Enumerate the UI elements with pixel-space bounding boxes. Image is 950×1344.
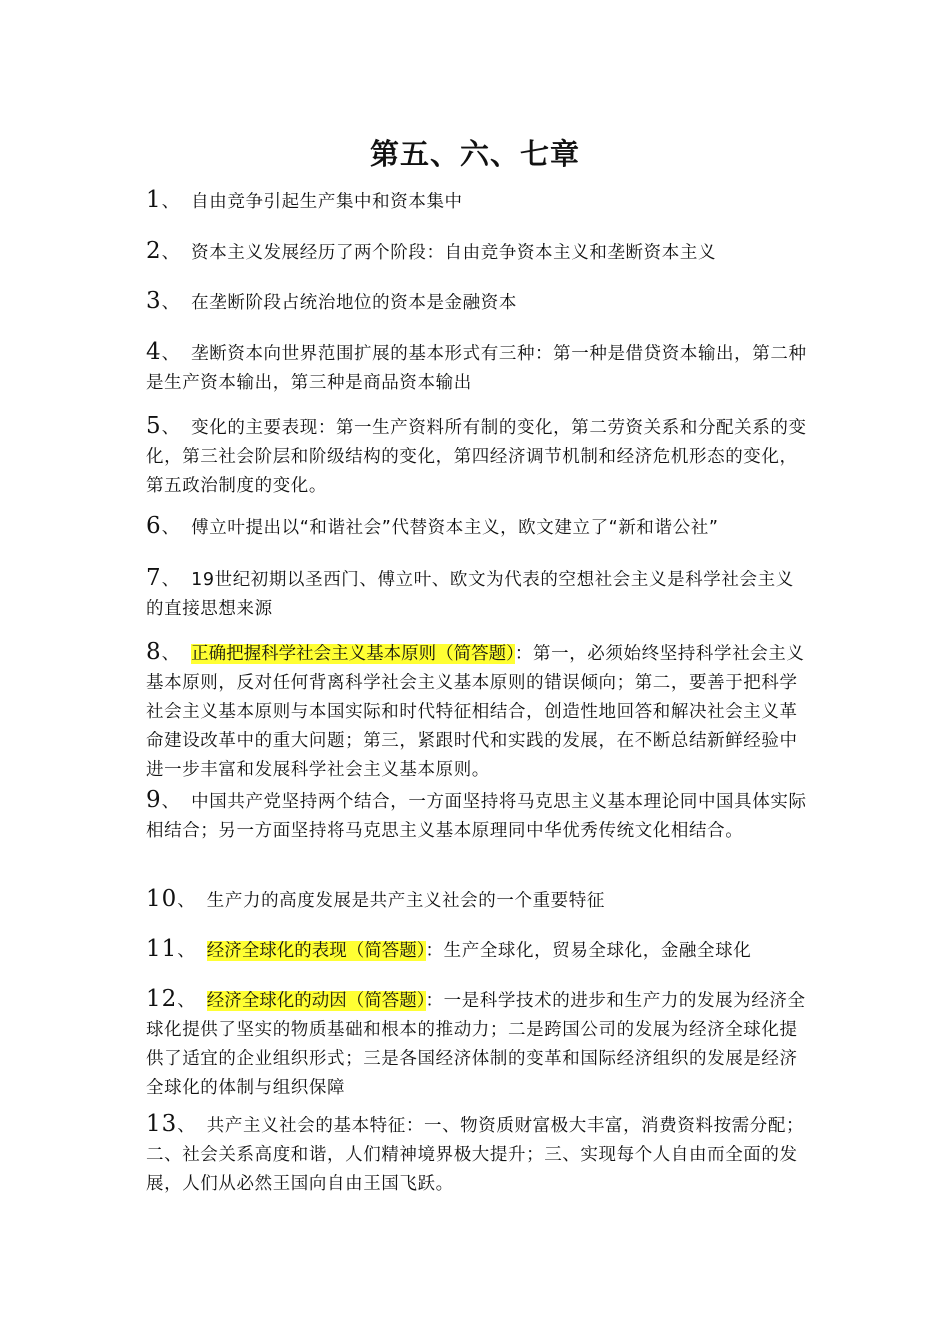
item-text: 自由竞争引起生产集中和资本集中 <box>191 192 463 212</box>
list-item <box>146 786 810 846</box>
item-number: 8 <box>146 639 162 665</box>
list-item <box>146 564 810 624</box>
item-text: 共产主义社会的基本特征：一、物资质财富极大丰富，消费资料按需分配；二、社会关系高度和谐，人们精神境界极大提升；三、实现每个人自由而全面的发展，人们从必然王国向自由王国飞跃。 <box>146 1116 805 1194</box>
item-text: 中国共产党坚持两个结合，一方面坚持将马克思主义基本理论同中国具体实际相结合；另一方面坚持将马克思主义基本原理同中华优秀传统文化相结合。 <box>146 792 807 841</box>
item-highlight: 经济全球化的动因（简答题） <box>206 991 426 1011</box>
item-number: 9 <box>146 787 162 813</box>
item-separator: 、 <box>177 1116 195 1136</box>
item-separator: 、 <box>161 192 180 212</box>
item-text: 傅立叶提出以“和谐社会”代替资本主义，欧文建立了“新和谐公社” <box>191 518 719 538</box>
item-number: 1 <box>146 187 162 213</box>
item-separator: 、 <box>177 991 195 1011</box>
item-text: 垄断资本向世界范围扩展的基本形式有三种：第一种是借贷资本输出，第二种是生产资本输出，第三种是商品资本输出 <box>146 344 807 393</box>
item-number: 7 <box>146 565 162 591</box>
list-item <box>146 1110 810 1199</box>
item-text: 在垄断阶段占统治地位的资本是金融资本 <box>191 293 517 313</box>
item-separator: 、 <box>177 891 195 911</box>
list-item <box>146 237 810 268</box>
item-number: 10 <box>146 886 178 912</box>
item-number: 3 <box>146 288 162 314</box>
list-item <box>146 512 810 543</box>
item-separator: 、 <box>161 570 180 590</box>
item-text: 资本主义发展经历了两个阶段：自由竞争资本主义和垄断资本主义 <box>191 243 717 263</box>
list-item <box>146 935 810 966</box>
item-number: 11 <box>146 936 178 962</box>
item-text: ：第一，必须始终坚持科学社会主义基本原则，反对任何背离科学社会主义基本原则的错误倾向；第二，要善于把科学社会主义基本原则与本国实际和时代特征相结合，创造性地回答和解决社会主义革命建设改革中的重大问题；第三，紧跟时代和实践的发展，在不断总结新鲜经验中进一步丰富和发展科学社会主义基本原则。 <box>146 644 805 780</box>
item-separator: 、 <box>161 243 180 263</box>
item-separator: 、 <box>161 418 180 438</box>
item-number: 4 <box>146 339 162 365</box>
page-title: 第五、六、七章 <box>369 137 580 171</box>
list-item <box>146 985 810 1103</box>
item-text: 变化的主要表现：第一生产资料所有制的变化，第二劳资关系和分配关系的变化，第三社会阶层和阶级结构的变化，第四经济调节机制和经济危机形态的变化，第五政治制度的变化。 <box>146 418 807 496</box>
item-highlight: 正确把握科学社会主义基本原则（简答题） <box>191 644 515 664</box>
item-separator: 、 <box>161 792 180 812</box>
item-separator: 、 <box>161 344 180 364</box>
item-separator: 、 <box>161 293 180 313</box>
list-item <box>146 638 810 785</box>
item-separator: 、 <box>161 518 180 538</box>
list-item <box>146 885 810 916</box>
list-item <box>146 287 810 318</box>
list-item <box>146 186 810 217</box>
item-separator: 、 <box>177 941 195 961</box>
item-separator: 、 <box>161 644 180 664</box>
item-text: 19世纪初期以圣西门、傅立叶、欧文为代表的空想社会主义是科学社会主义的直接思想来源 <box>146 570 794 619</box>
item-number: 13 <box>146 1111 178 1137</box>
item-text: ：一是科学技术的进步和生产力的发展为经济全球化提供了坚实的物质基础和根本的推动力；二是跨国公司的发展为经济全球化提供了适宜的企业组织形式；三是各国经济体制的变革和国际经济组织的发展是经济全球化的体制与组织保障 <box>146 991 806 1098</box>
item-number: 2 <box>146 238 162 264</box>
list-item <box>146 412 810 501</box>
item-text: 生产力的高度发展是共产主义社会的一个重要特征 <box>206 891 605 911</box>
item-number: 6 <box>146 513 162 539</box>
item-highlight: 经济全球化的表现（简答题） <box>206 941 426 961</box>
list-item <box>146 338 810 398</box>
item-number: 5 <box>146 413 162 439</box>
item-text: ：生产全球化，贸易全球化，金融全球化 <box>425 941 752 961</box>
item-number: 12 <box>146 986 178 1012</box>
